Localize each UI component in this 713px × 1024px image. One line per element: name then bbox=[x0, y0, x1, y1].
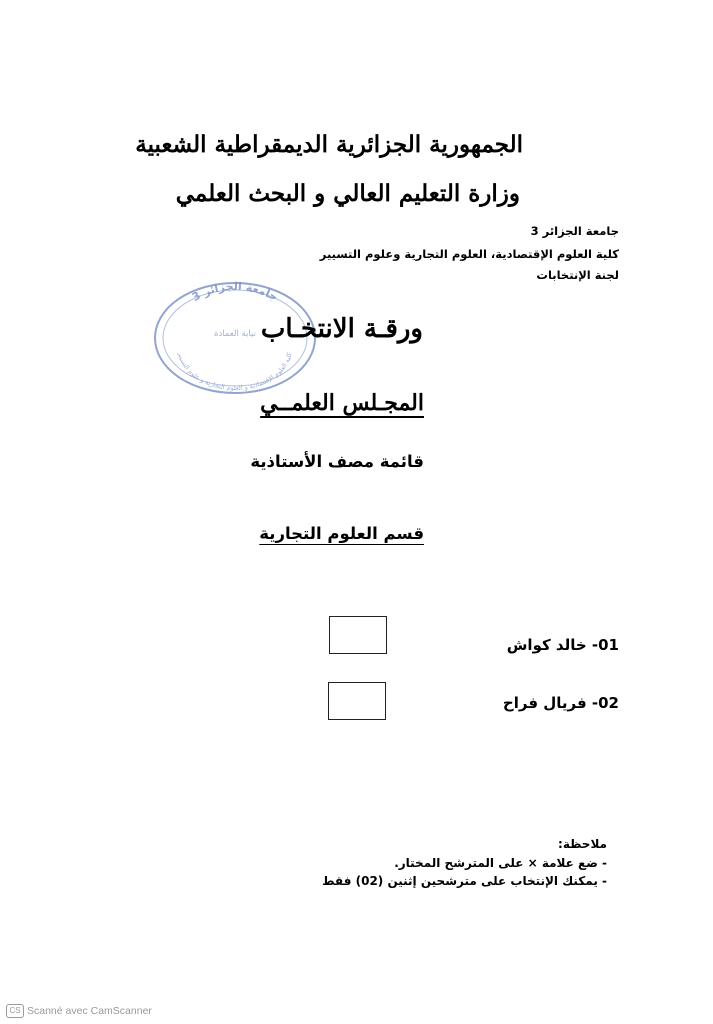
svg-text:جامعة الجزائر 3 bbox=[190, 280, 280, 304]
notes-line-2: - يمكنك الإنتخاب على مترشحين إثنين (02) فقط bbox=[322, 874, 607, 888]
candidate-01: 01- خالد كواش bbox=[506, 636, 619, 654]
stamp-text-bottom: كلية العلوم الإقتصادية و العلوم التجارية و علوم التسيير bbox=[176, 351, 294, 393]
faculty-name: كلية العلوم الإقتصادية، العلوم التجارية وعلوم التسيير bbox=[319, 247, 619, 261]
list-title: قائمة مصف الأستاذية bbox=[250, 452, 424, 471]
candidate-02-checkbox[interactable] bbox=[328, 682, 386, 720]
notes-heading: ملاحظة: bbox=[558, 837, 607, 851]
notes-line-1: - ضع علامة × على المترشح المختار. bbox=[394, 856, 607, 870]
stamp-text-top: جامعة الجزائر 3 bbox=[189, 279, 281, 304]
department-title: قسم العلوم التجارية bbox=[259, 524, 424, 543]
university-name: جامعة الجزائر 3 bbox=[530, 224, 619, 238]
candidate-02: 02- فريال فراح bbox=[502, 694, 619, 712]
council-title: المجـلس العلمــي bbox=[260, 390, 424, 416]
committee-name: لجنة الإنتخابات bbox=[536, 268, 619, 282]
candidate-01-checkbox[interactable] bbox=[329, 616, 387, 654]
republic-heading: الجمهورية الجزائرية الديمقراطية الشعبية bbox=[135, 131, 523, 158]
camscanner-icon: CS bbox=[6, 1004, 24, 1018]
scanner-footer bbox=[6, 1004, 152, 1018]
scanner-footer-text: Scanné avec CamScanner bbox=[27, 1004, 152, 1017]
ministry-heading: وزارة التعليم العالي و البحث العلمي bbox=[175, 180, 520, 207]
ballot-title: ورقـة الانتخـاب bbox=[260, 314, 423, 344]
stamp-text-middle: نيابة العمادة bbox=[214, 329, 256, 339]
